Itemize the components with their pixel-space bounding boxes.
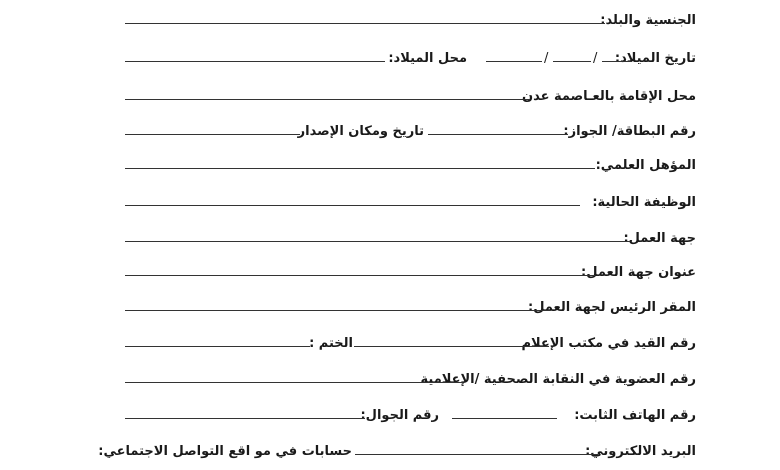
row-current-job — [0, 192, 780, 218]
id-passport-label: رقم البطاقة/ الجواز: — [563, 124, 696, 139]
union-membership-label: رقم العضوية في النقابة الصحفية /الإعلامية — [420, 372, 696, 387]
row-residence — [0, 86, 780, 112]
row-union — [0, 369, 780, 395]
qualification-field[interactable] — [125, 168, 595, 169]
employer-label: جهة العمل: — [623, 231, 696, 246]
row-nationality — [0, 10, 780, 36]
birth-place-field[interactable] — [125, 61, 385, 62]
row-qualification — [0, 155, 780, 181]
qualification-label: المؤهل العلمي: — [595, 158, 696, 173]
row-employer — [0, 228, 780, 254]
social-accounts-label: حسابات في مو اقع التواصل الاجتماعي: — [98, 444, 352, 459]
employer-hq-field[interactable] — [125, 310, 550, 311]
seal-field[interactable] — [125, 346, 310, 347]
row-employer-hq — [0, 297, 780, 323]
employer-hq-label: المقر الرئيس لجهة العمل: — [528, 300, 696, 315]
union-membership-field[interactable] — [125, 382, 463, 383]
row-birth — [0, 48, 780, 74]
media-office-label: رقم القيد في مكتب الإعلام — [521, 336, 696, 351]
row-id — [0, 121, 780, 147]
employer-field[interactable] — [125, 241, 630, 242]
email-label: البريد الالكتروني: — [585, 444, 696, 459]
issue-date-place-field[interactable] — [125, 134, 300, 135]
nationality-label: الجنسية والبلد: — [600, 13, 696, 28]
landline-field[interactable] — [452, 418, 557, 419]
birth-date-sep2: / — [544, 51, 549, 66]
row-phone — [0, 405, 780, 431]
landline-label: رقم الهاتف الثابت: — [574, 408, 696, 423]
employer-address-label: عنوان جهة العمل: — [581, 265, 696, 280]
residence-field[interactable] — [125, 99, 530, 100]
issue-date-place-label: تاريخ ومكان الإصدار — [297, 124, 424, 139]
mobile-field[interactable] — [125, 418, 365, 419]
birth-day-field[interactable] — [602, 61, 632, 62]
birth-year-field[interactable] — [486, 61, 542, 62]
current-job-label: الوظيفة الحالية: — [592, 195, 696, 210]
mobile-label: رقم الجوال: — [360, 408, 439, 423]
birth-month-field[interactable] — [553, 61, 591, 62]
birth-place-label: محل الميلاد: — [388, 51, 467, 66]
row-media-office — [0, 333, 780, 359]
id-passport-field[interactable] — [428, 134, 568, 135]
residence-label: محل الإقامة بالعـاصمة عدن — [521, 89, 696, 104]
birth-date-label: تاريخ الميلاد: — [614, 51, 696, 66]
media-office-field[interactable] — [354, 346, 549, 347]
row-email — [0, 441, 780, 467]
nationality-field[interactable] — [125, 23, 605, 24]
current-job-field[interactable] — [125, 205, 580, 206]
birth-date-sep1: / — [593, 51, 598, 66]
email-field[interactable] — [355, 454, 598, 455]
employer-address-field[interactable] — [125, 275, 595, 276]
row-employer-address — [0, 262, 780, 288]
seal-label: الختم : — [309, 336, 353, 351]
